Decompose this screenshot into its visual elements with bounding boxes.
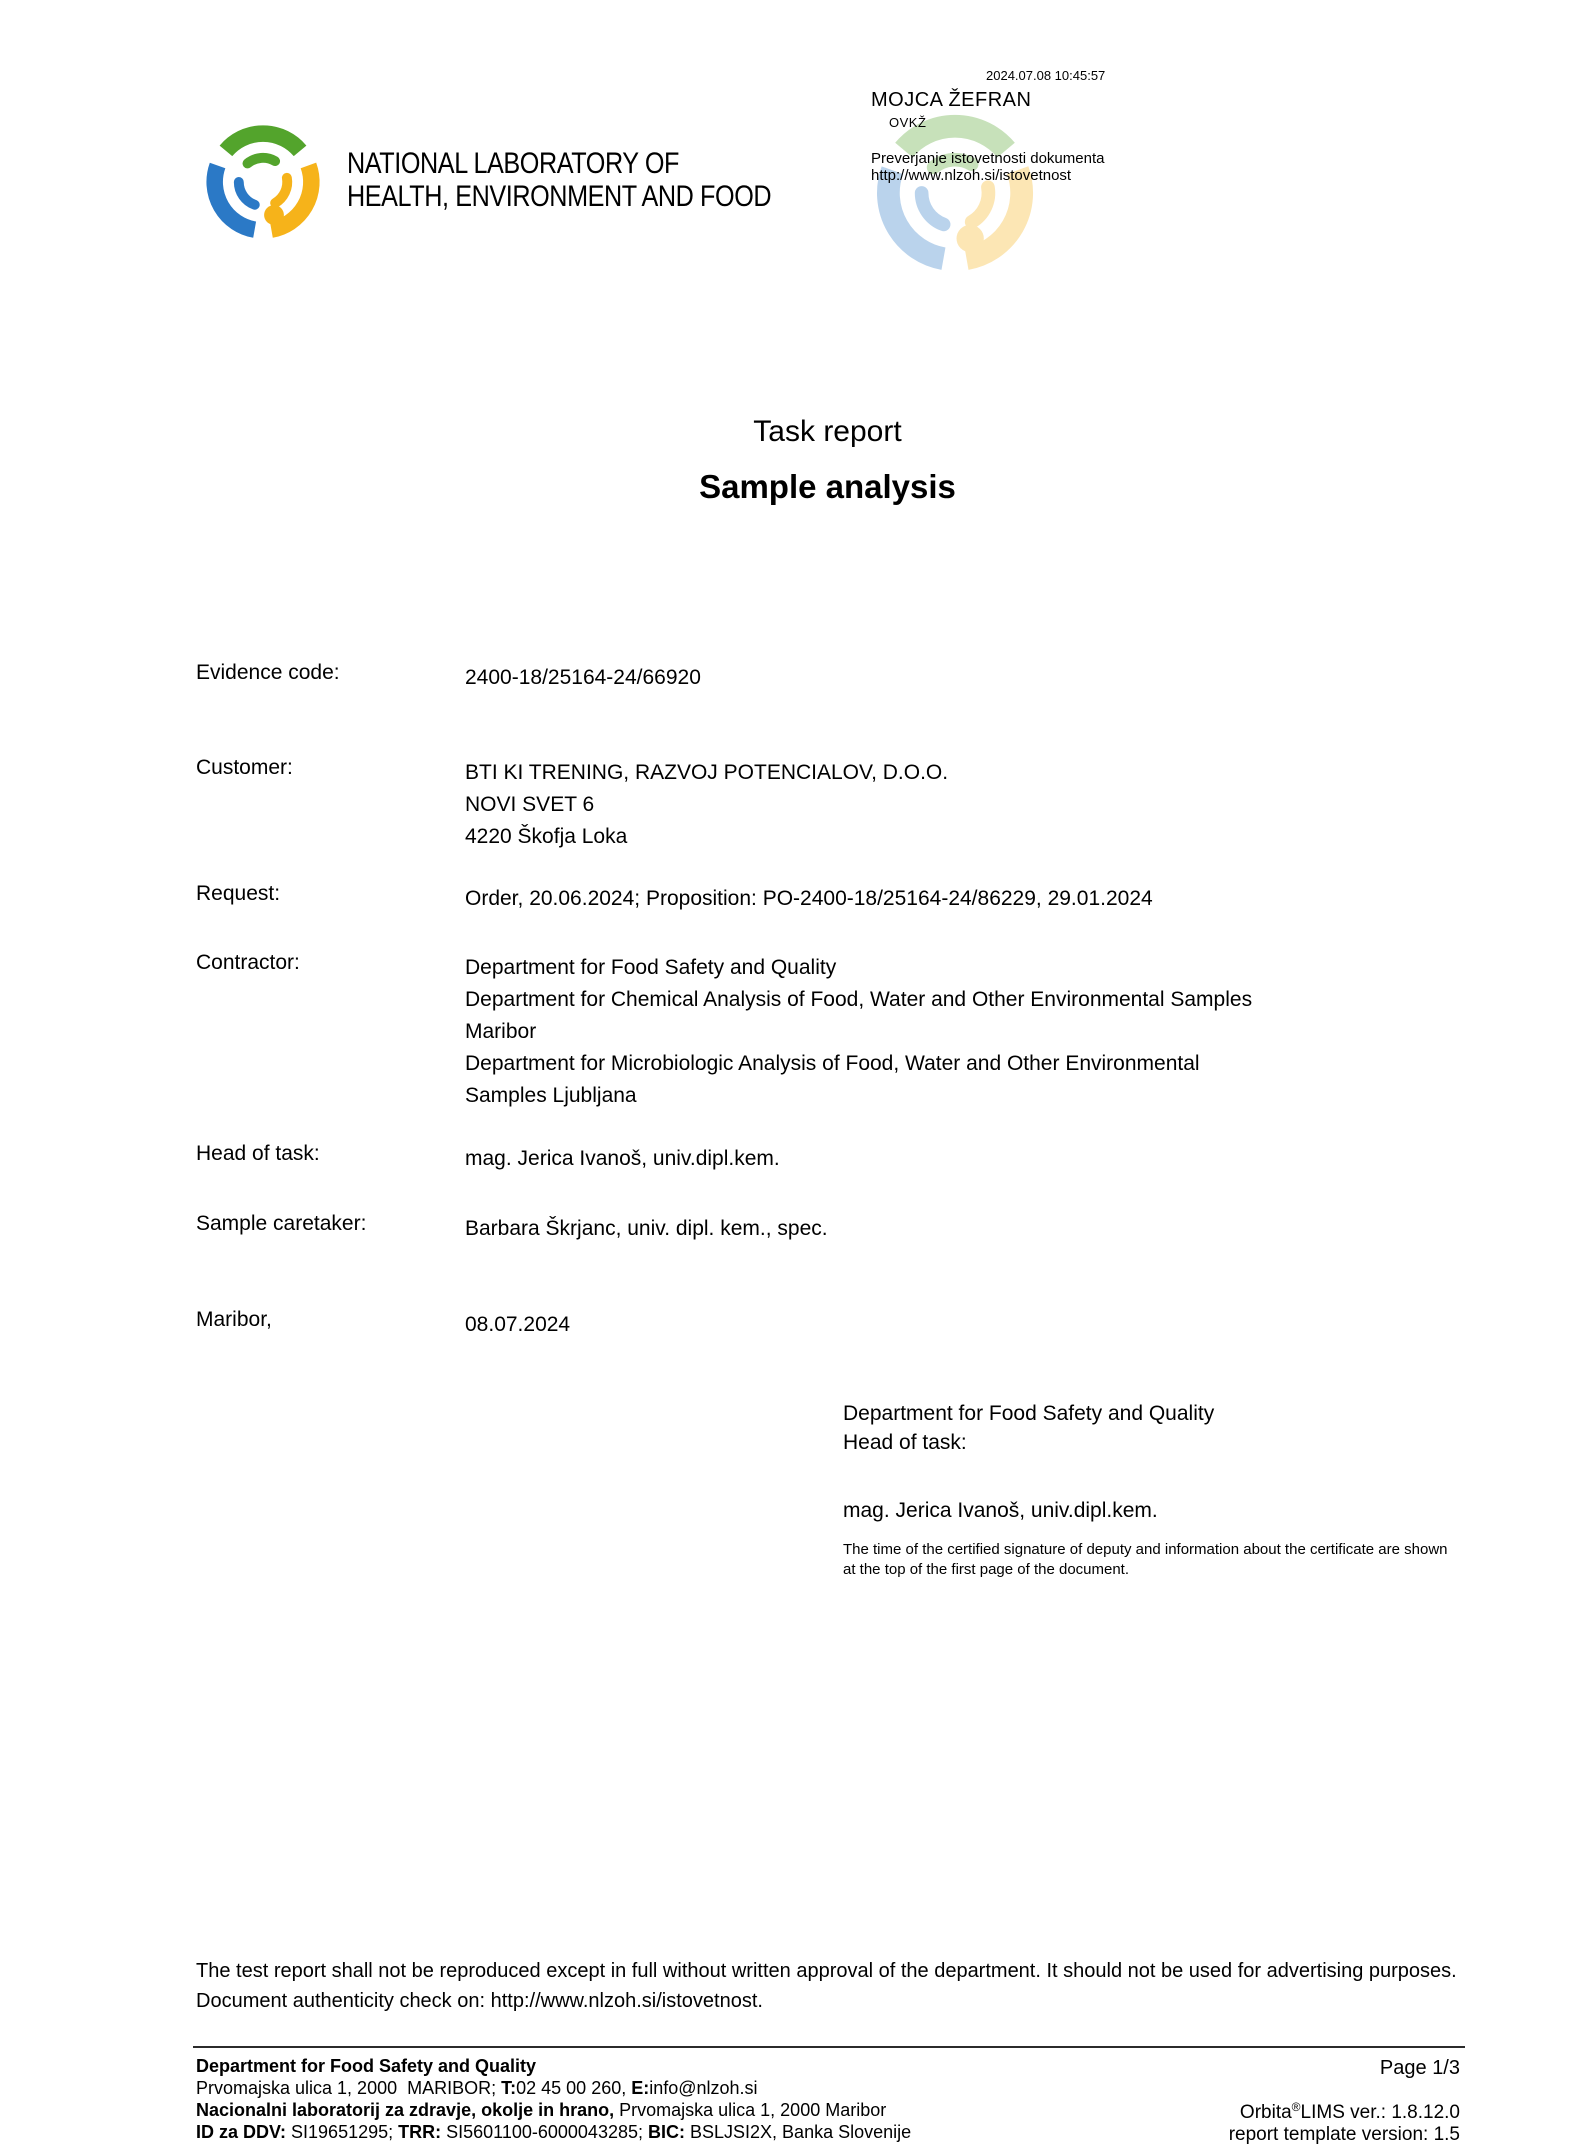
footer-org-name: Nacionalni laboratorij za zdravje, okolje in hrano,	[196, 2100, 615, 2120]
signature-name: mag. Jerica Ivanoš, univ.dipl.kem.	[843, 1499, 1158, 1522]
field-value	[465, 1309, 1465, 1341]
footer-org-line	[196, 2099, 911, 2121]
footer-department: Department for Food Safety and Quality	[196, 2056, 537, 2076]
field-label: Request:	[196, 882, 281, 905]
signature-department: Department for Food Safety and Quality	[843, 1402, 1215, 1425]
lims-version-line	[1229, 2096, 1460, 2124]
template-version: report template version: 1.5	[1228, 2124, 1460, 2145]
footer-vat-label: ID za DDV:	[196, 2122, 287, 2142]
field-value-line: BTI KI TRENING, RAZVOJ POTENCIALOV, D.O.O.	[465, 761, 949, 784]
logo-yellow-hook	[275, 178, 287, 203]
field-value	[465, 757, 1465, 853]
field-value	[465, 662, 1465, 694]
footer-bic-label: BIC:	[648, 2122, 685, 2142]
verify-url: http://www.nlzoh.si/istovetnost	[871, 167, 1072, 184]
footer-meta-block	[1229, 2057, 1460, 2146]
field-label: Sample caretaker:	[196, 1212, 367, 1235]
footer-trr: SI5601100-6000043285;	[441, 2122, 648, 2142]
laboratory-name-line1: NATIONAL LABORATORY OF	[347, 147, 679, 180]
signer-name: MOJCA ŽEFRAN	[871, 89, 1032, 111]
footer-ids-line	[196, 2121, 911, 2143]
field-value-line: Department for Food Safety and Quality	[465, 956, 837, 979]
footer-address: Prvomajska ulica 1, 2000 MARIBOR;	[196, 2078, 502, 2098]
report-subject-title: Sample analysis	[699, 468, 956, 505]
footer-phone-label: T:	[501, 2078, 517, 2098]
laboratory-name	[347, 147, 771, 213]
lims-name: Orbita	[1239, 2102, 1292, 2123]
field-value	[465, 883, 1465, 915]
signature-role: Head of task:	[843, 1431, 967, 1454]
footer-phone: 02 45 00 260,	[516, 2078, 632, 2098]
verify-label: Preverjanje istovetnosti dokumenta	[871, 150, 1105, 167]
field-value-line: Department for Chemical Analysis of Food, Water and Other Environmental Samples	[465, 988, 1253, 1011]
field-value-line: 4220 Škofja Loka	[465, 825, 628, 848]
field-label: Contractor:	[196, 951, 300, 974]
signature-note: The time of the certified signature of deputy and information about the certificate are shown at the top of the first page of the document.	[843, 1541, 1448, 1578]
field-value	[465, 1213, 1465, 1245]
footer-contact-block	[196, 2055, 911, 2143]
field-value-line: NOVI SVET 6	[465, 793, 595, 816]
watermark-yellow-hook	[972, 187, 989, 222]
field-value-line: 2400-18/25164-24/66920	[465, 666, 701, 689]
watermark-yellow-dot	[957, 225, 984, 252]
logo-green-petal	[226, 134, 300, 151]
field-value-line: Department for Microbiologic Analysis of Food, Water and Other Environmental	[465, 1052, 1200, 1075]
signer-org: OVKŽ	[889, 115, 927, 130]
disclaimer-usage: The test report shall not be reproduced except in full without written approval of the department. It should not be used for advertising purposes.	[196, 1960, 1457, 1982]
field-value-line: 08.07.2024	[465, 1313, 571, 1336]
footer-bic: BSLJSI2X, Banka Slovenije	[685, 2122, 912, 2142]
title-block	[195, 415, 1460, 506]
report-type-title: Task report	[753, 415, 902, 448]
footer-divider	[193, 2046, 1465, 2048]
signature-block	[843, 1399, 1473, 1580]
field-label: Evidence code:	[196, 661, 340, 684]
logo-yellow-dot	[264, 205, 284, 225]
logo-blue-hook	[239, 182, 255, 205]
footer-org-address: Prvomajska ulica 1, 2000 Maribor	[614, 2100, 887, 2120]
field-value-line: Maribor	[465, 1020, 537, 1043]
disclaimer-authenticity: Document authenticity check on: http://www.nlzoh.si/istovetnost.	[196, 1990, 763, 2012]
field-label: Maribor,	[196, 1308, 272, 1331]
footer-email: info@nlzoh.si	[649, 2078, 758, 2098]
logo-green-hook	[247, 158, 275, 164]
watermark-blue-hook	[922, 193, 944, 224]
footer-address-line	[196, 2077, 911, 2099]
footer-trr-label: TRR:	[398, 2122, 442, 2142]
field-label: Head of task:	[196, 1142, 320, 1165]
field-label: Customer:	[196, 756, 293, 779]
nlzoh-logo-icon	[197, 116, 329, 248]
registered-mark: ®	[1291, 2100, 1301, 2114]
footer-vat: SI19651295;	[286, 2122, 399, 2142]
footer-email-label: E:	[631, 2078, 650, 2098]
laboratory-name-line2: HEALTH, ENVIRONMENT AND FOOD	[347, 180, 772, 213]
disclaimer-block	[196, 1956, 1458, 2016]
field-value-line: Barbara Škrjanc, univ. dipl. kem., spec.	[465, 1217, 828, 1240]
field-value-line: mag. Jerica Ivanoš, univ.dipl.kem.	[465, 1147, 780, 1170]
field-value	[465, 1143, 1465, 1175]
field-value-line: Order, 20.06.2024; Proposition: PO-2400-18/25164-24/86229, 29.01.2024	[465, 887, 1153, 910]
signature-timestamp: 2024.07.08 10:45:57	[986, 68, 1106, 83]
page-number: Page 1/3	[1379, 2057, 1460, 2079]
field-value	[465, 952, 1465, 1112]
lims-version: LIMS ver.: 1.8.12.0	[1300, 2102, 1460, 2123]
field-value-line: Samples Ljubljana	[465, 1084, 637, 1107]
